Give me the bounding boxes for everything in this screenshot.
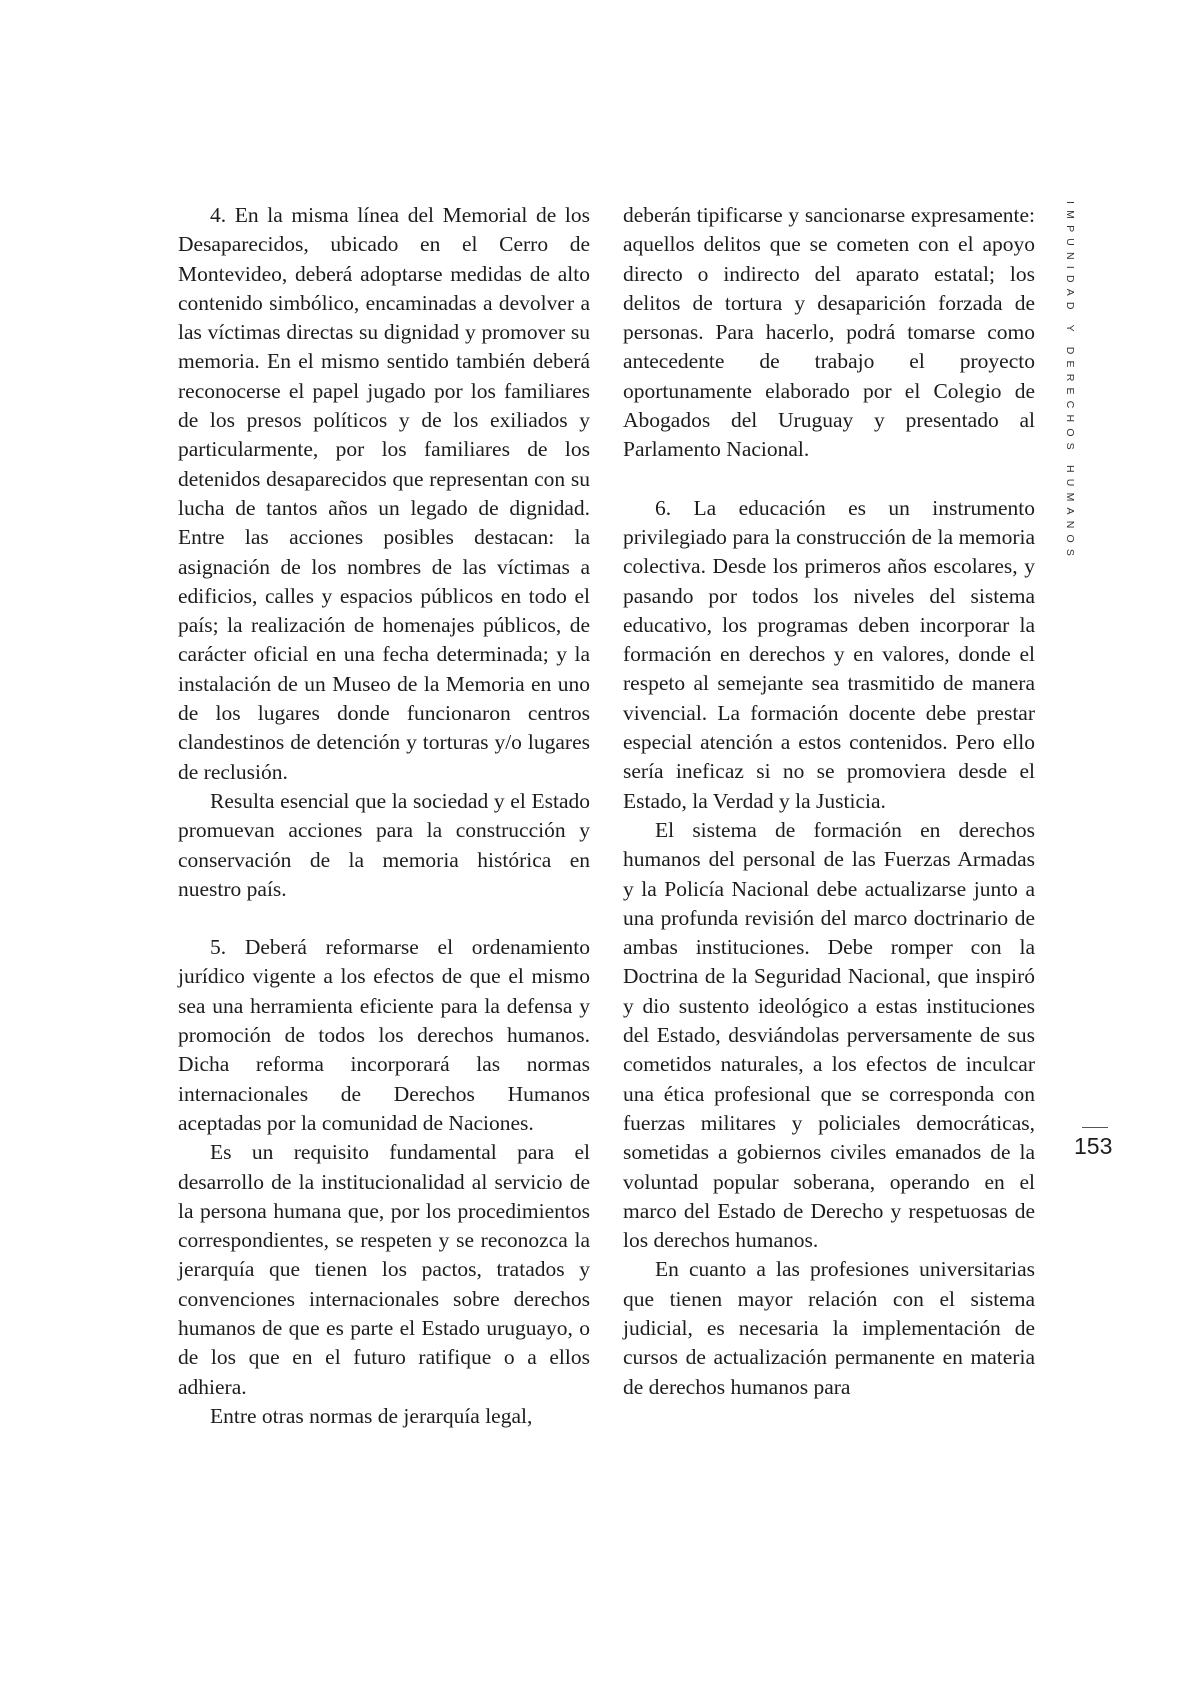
right-column — [623, 201, 1035, 1402]
paragraph-formacion-fuerzas: El sistema de formación en derechos humanos del personal de las Fuerzas Armadas y la Policía Nacional debe actualizarse junto a una profunda revisión del marco doctrinario de ambas instituciones. Debe romper con la Doctrina de la Seguridad Nacional, que inspiró y dio sustento ideológico a estas instituciones del Estado, desviándolas perversamente de sus cometidos naturales, a los efectos de inculcar una ética profesional que se corresponda con fuerzas militares y policiales democráticas, sometidas a gobiernos civiles emanados de la voluntad popular soberana, operando en el marco del Estado de Derecho y respetuosas de los derechos humanos. — [623, 817, 1035, 1253]
paragraph-normas-jerarquia: Entre otras normas de jerarquía legal, — [210, 1403, 533, 1428]
paragraph-requisito-fundamental: Es un requisito fundamental para el desarrollo de la institucionalidad al servicio de la persona humana que, por los procedimientos correspondientes, se respeten y se reconozca la jerarquía que tienen los pactos, tratados y convenciones internacionales sobre derechos humanos de que es parte el Estado uruguayo, o de los que en el futuro ratifique o a ellos adhiera. — [178, 1140, 590, 1399]
running-head: IMPUNIDAD Y DERECHOS HUMANOS — [1064, 201, 1076, 563]
page-number-rule — [1082, 1127, 1108, 1128]
paragraph-tipificacion-delitos: deberán tipificarse y sancionarse expresamente: aquellos delitos que se cometen con el apoyo directo o indirecto del aparato estatal; los delitos de tortura y desaparición forzada de personas. Para hacerlo, podrá tomarse como antecedente de trabajo el proyecto oportunamente elaborado por el Colegio de Abogados del Uruguay y presentado al Parlamento Nacional. — [623, 203, 1035, 462]
paragraph-profesiones-universitarias: En cuanto a las profesiones universitarias que tienen mayor relación con el sistema judicial, es necesaria la implementación de cursos de actualización permanente en materia de derechos humanos para — [623, 1257, 1035, 1399]
paragraph-reforma-juridica: 5. Deberá reformarse el ordenamiento jurídico vigente a los efectos de que el mismo sea una herramienta eficiente para la defensa y promoción de todos los derechos humanos. Dicha reforma incorporará las normas internacionales de Derechos Humanos aceptadas por la comunidad de Naciones. — [178, 935, 590, 1135]
left-column — [178, 201, 590, 1431]
paragraph-memorial: 4. En la misma línea del Memorial de los Desaparecidos, ubicado en el Cerro de Montevideo, deberá adoptarse medidas de alto contenido simbólico, encaminadas a devolver a las víctimas directas su dignidad y promover su memoria. En el mismo sentido también deberá reconocerse el papel jugado por los familiares de los presos políticos y de los exiliados y particularmente, por los familiares de los detenidos desaparecidos que representan con su lucha de tantos años un legado de dignidad. Entre las acciones posibles destacan: la asignación de los nombres de las víctimas a edificios, calles y espacios públicos en todo el país; la realización de homenajes públicos, de carácter oficial en una fecha determinada; y la instalación de un Museo de la Memoria en uno de los lugares donde funcionaron centros clandestinos de detención y torturas y/o lugares de reclusión. — [178, 203, 590, 784]
page-number: 153 — [1074, 1133, 1113, 1159]
paragraph-memoria-historica: Resulta esencial que la sociedad y el Estado promuevan acciones para la construcción y conservación de la memoria histórica en nuestro país. — [178, 788, 590, 901]
paragraph-educacion: 6. La educación es un instrumento privilegiado para la construcción de la memoria colectiva. Desde los primeros años escolares, y pasando por todos los niveles del sistema educativo, los programas deben incorporar la formación en derechos y en valores, donde el respeto al semejante sea trasmitido de manera vivencial. La formación docente debe prestar especial atención a estos contenidos. Pero ello sería ineficaz si no se promoviera desde el Estado, la Verdad y la Justicia. — [623, 495, 1035, 813]
